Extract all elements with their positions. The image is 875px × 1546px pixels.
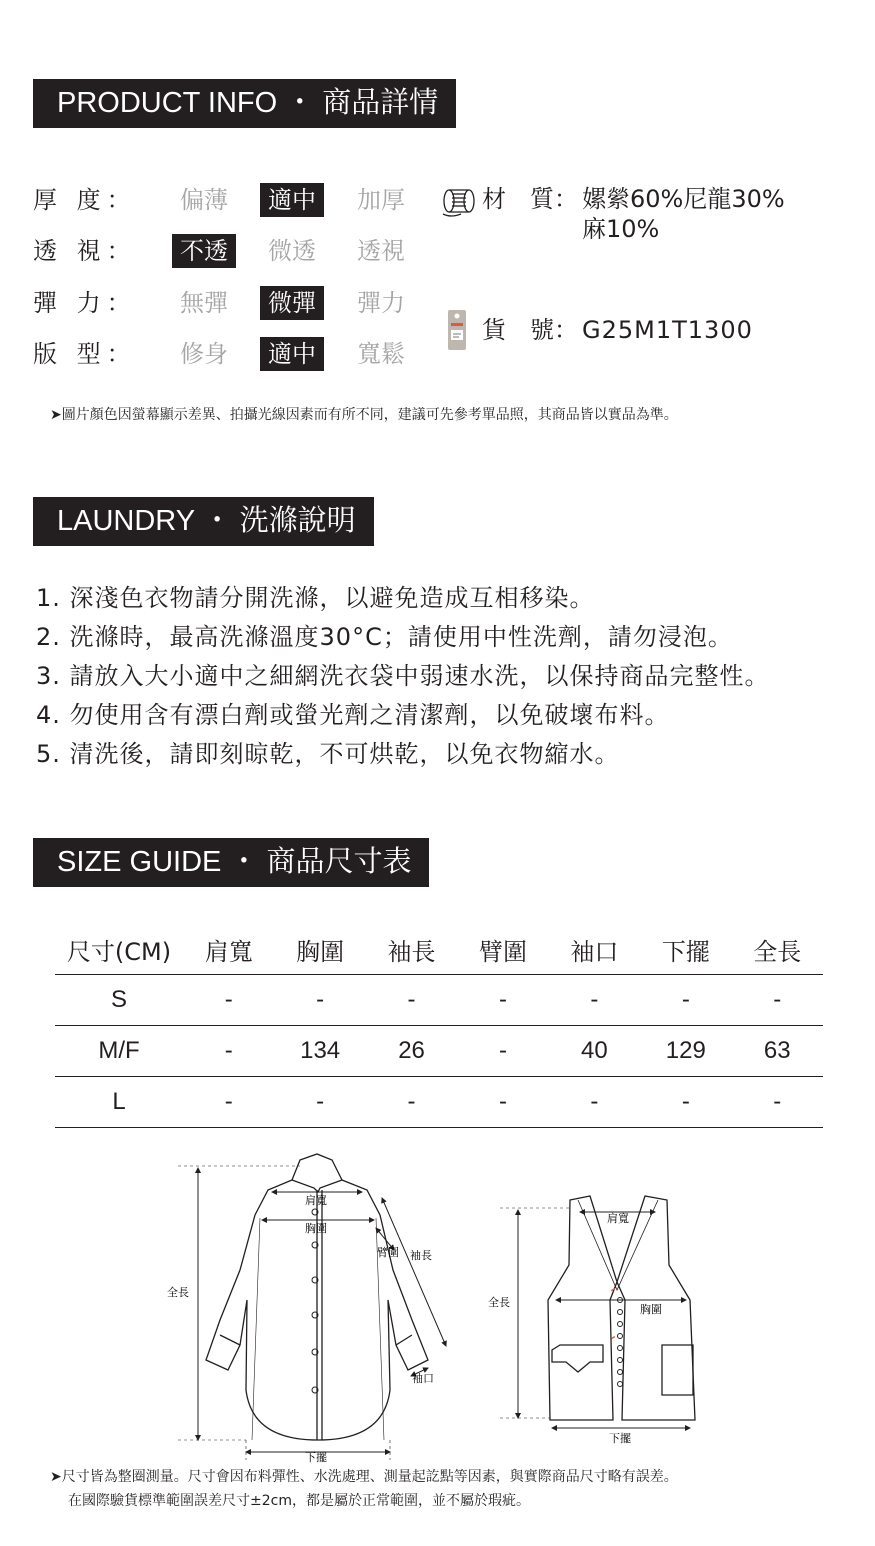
table-cell: - [732, 975, 823, 1026]
product-disclaimer: ➤圖片顏色因螢幕顯示差異、拍攝光線因素而有所不同，建議可先參考單品照，其商品皆以實品為準。 [50, 407, 678, 423]
table-cell: M/F [55, 1026, 183, 1077]
table-cell: - [640, 1077, 731, 1128]
label-shoulder: 肩寬 [305, 1194, 327, 1207]
laundry-item: 1. 深淺色衣物請分開洗滌，以避免造成互相移染。 [36, 584, 595, 612]
column-header: 尺寸(CM) [55, 925, 183, 975]
table-cell: 134 [274, 1026, 365, 1077]
attribute-option: 微透 [268, 237, 316, 265]
column-header: 胸圍 [274, 925, 365, 975]
column-header: 肩寬 [183, 925, 274, 975]
table-cell: - [366, 1077, 457, 1128]
attribute-option: 修身 [180, 340, 228, 368]
laundry-item: 3. 請放入大小適中之細網洗衣袋中弱速水洗，以保持商品完整性。 [36, 662, 770, 690]
vest-buttons [618, 1298, 623, 1387]
size-guide-header: SIZE GUIDE ・ 商品尺寸表 [33, 838, 429, 887]
material-label: 材 質： [482, 185, 578, 213]
attribute-option-selected: 適中 [260, 183, 324, 217]
table-row [55, 975, 823, 1026]
table-cell: L [55, 1077, 183, 1128]
label-arm: 臂圍 [377, 1246, 399, 1259]
attribute-option: 無彈 [180, 289, 228, 317]
attribute-label: 透 視： [33, 237, 137, 265]
label-length: 全長 [167, 1286, 189, 1299]
attribute-label: 厚 度： [33, 186, 137, 214]
laundry-item: 4. 勿使用含有漂白劑或螢光劑之清潔劑，以免破壞布料。 [36, 701, 670, 729]
attribute-label: 版 型： [33, 340, 137, 368]
sku-value: G25M1T1300 [582, 316, 753, 344]
laundry-header: LAUNDRY ・ 洗滌說明 [33, 497, 374, 546]
table-row [55, 1077, 823, 1128]
column-header: 袖口 [549, 925, 640, 975]
vest-label-chest: 胸圍 [640, 1303, 662, 1316]
column-header: 臂圍 [457, 925, 548, 975]
attribute-option: 透視 [357, 237, 405, 265]
table-cell: - [183, 1077, 274, 1128]
column-header: 下擺 [640, 925, 731, 975]
measurement-diagram [0, 1140, 875, 1470]
clothing-tag-icon [445, 308, 471, 354]
table-cell: 129 [640, 1026, 731, 1077]
attribute-label: 彈 力： [33, 289, 137, 317]
material-value-line1: 嫘縈60%尼龍30% [582, 185, 785, 213]
size-table-header-row [55, 925, 823, 975]
table-cell: - [640, 975, 731, 1026]
vest-label-hem: 下擺 [609, 1432, 631, 1445]
label-cuff: 袖口 [412, 1372, 434, 1385]
laundry-item: 2. 洗滌時，最高洗滌溫度30°C；請使用中性洗劑，請勿浸泡。 [36, 623, 733, 651]
sku-label: 貨 號： [482, 316, 578, 344]
table-cell: - [457, 975, 548, 1026]
table-cell: S [55, 975, 183, 1026]
column-header: 袖長 [366, 925, 457, 975]
table-cell: - [457, 1026, 548, 1077]
table-cell: - [274, 975, 365, 1026]
size-footnote-1: ➤尺寸皆為整圈測量。尺寸會因布料彈性、水洗處理、測量起訖點等因素，與實際商品尺寸略有誤差。 [50, 1469, 678, 1485]
table-row [55, 1026, 823, 1077]
table-cell: - [366, 975, 457, 1026]
attribute-option-selected: 微彈 [260, 286, 324, 320]
attribute-option: 彈力 [357, 289, 405, 317]
attribute-option-selected: 適中 [260, 337, 324, 371]
table-cell: 63 [732, 1026, 823, 1077]
laundry-item: 5. 清洗後，請即刻晾乾，不可烘乾，以免衣物縮水。 [36, 740, 620, 768]
table-cell: 26 [366, 1026, 457, 1077]
attribute-option: 加厚 [357, 186, 405, 214]
table-cell: 40 [549, 1026, 640, 1077]
material-value-line2: 麻10% [582, 215, 660, 243]
size-table [55, 925, 823, 1128]
table-cell: - [549, 975, 640, 1026]
label-chest: 胸圍 [305, 1222, 327, 1235]
attribute-option: 偏薄 [180, 186, 228, 214]
size-footnote-2: 在國際驗貨標準範圍誤差尺寸±2cm，都是屬於正常範圍，並不屬於瑕疵。 [68, 1493, 530, 1509]
table-cell: - [732, 1077, 823, 1128]
vest-label-shoulder: 肩寬 [607, 1212, 629, 1225]
label-hem: 下擺 [305, 1451, 327, 1464]
product-info-header: PRODUCT INFO ・ 商品詳情 [33, 79, 456, 128]
table-cell: - [183, 1026, 274, 1077]
vest-label-length: 全長 [488, 1296, 510, 1309]
thread-spool-icon [441, 184, 479, 218]
table-cell: - [457, 1077, 548, 1128]
column-header: 全長 [732, 925, 823, 975]
table-cell: - [183, 975, 274, 1026]
table-cell: - [549, 1077, 640, 1128]
label-sleeve: 袖長 [410, 1249, 432, 1262]
attribute-option-selected: 不透 [172, 234, 236, 268]
table-cell: - [274, 1077, 365, 1128]
attribute-option: 寬鬆 [357, 340, 405, 368]
